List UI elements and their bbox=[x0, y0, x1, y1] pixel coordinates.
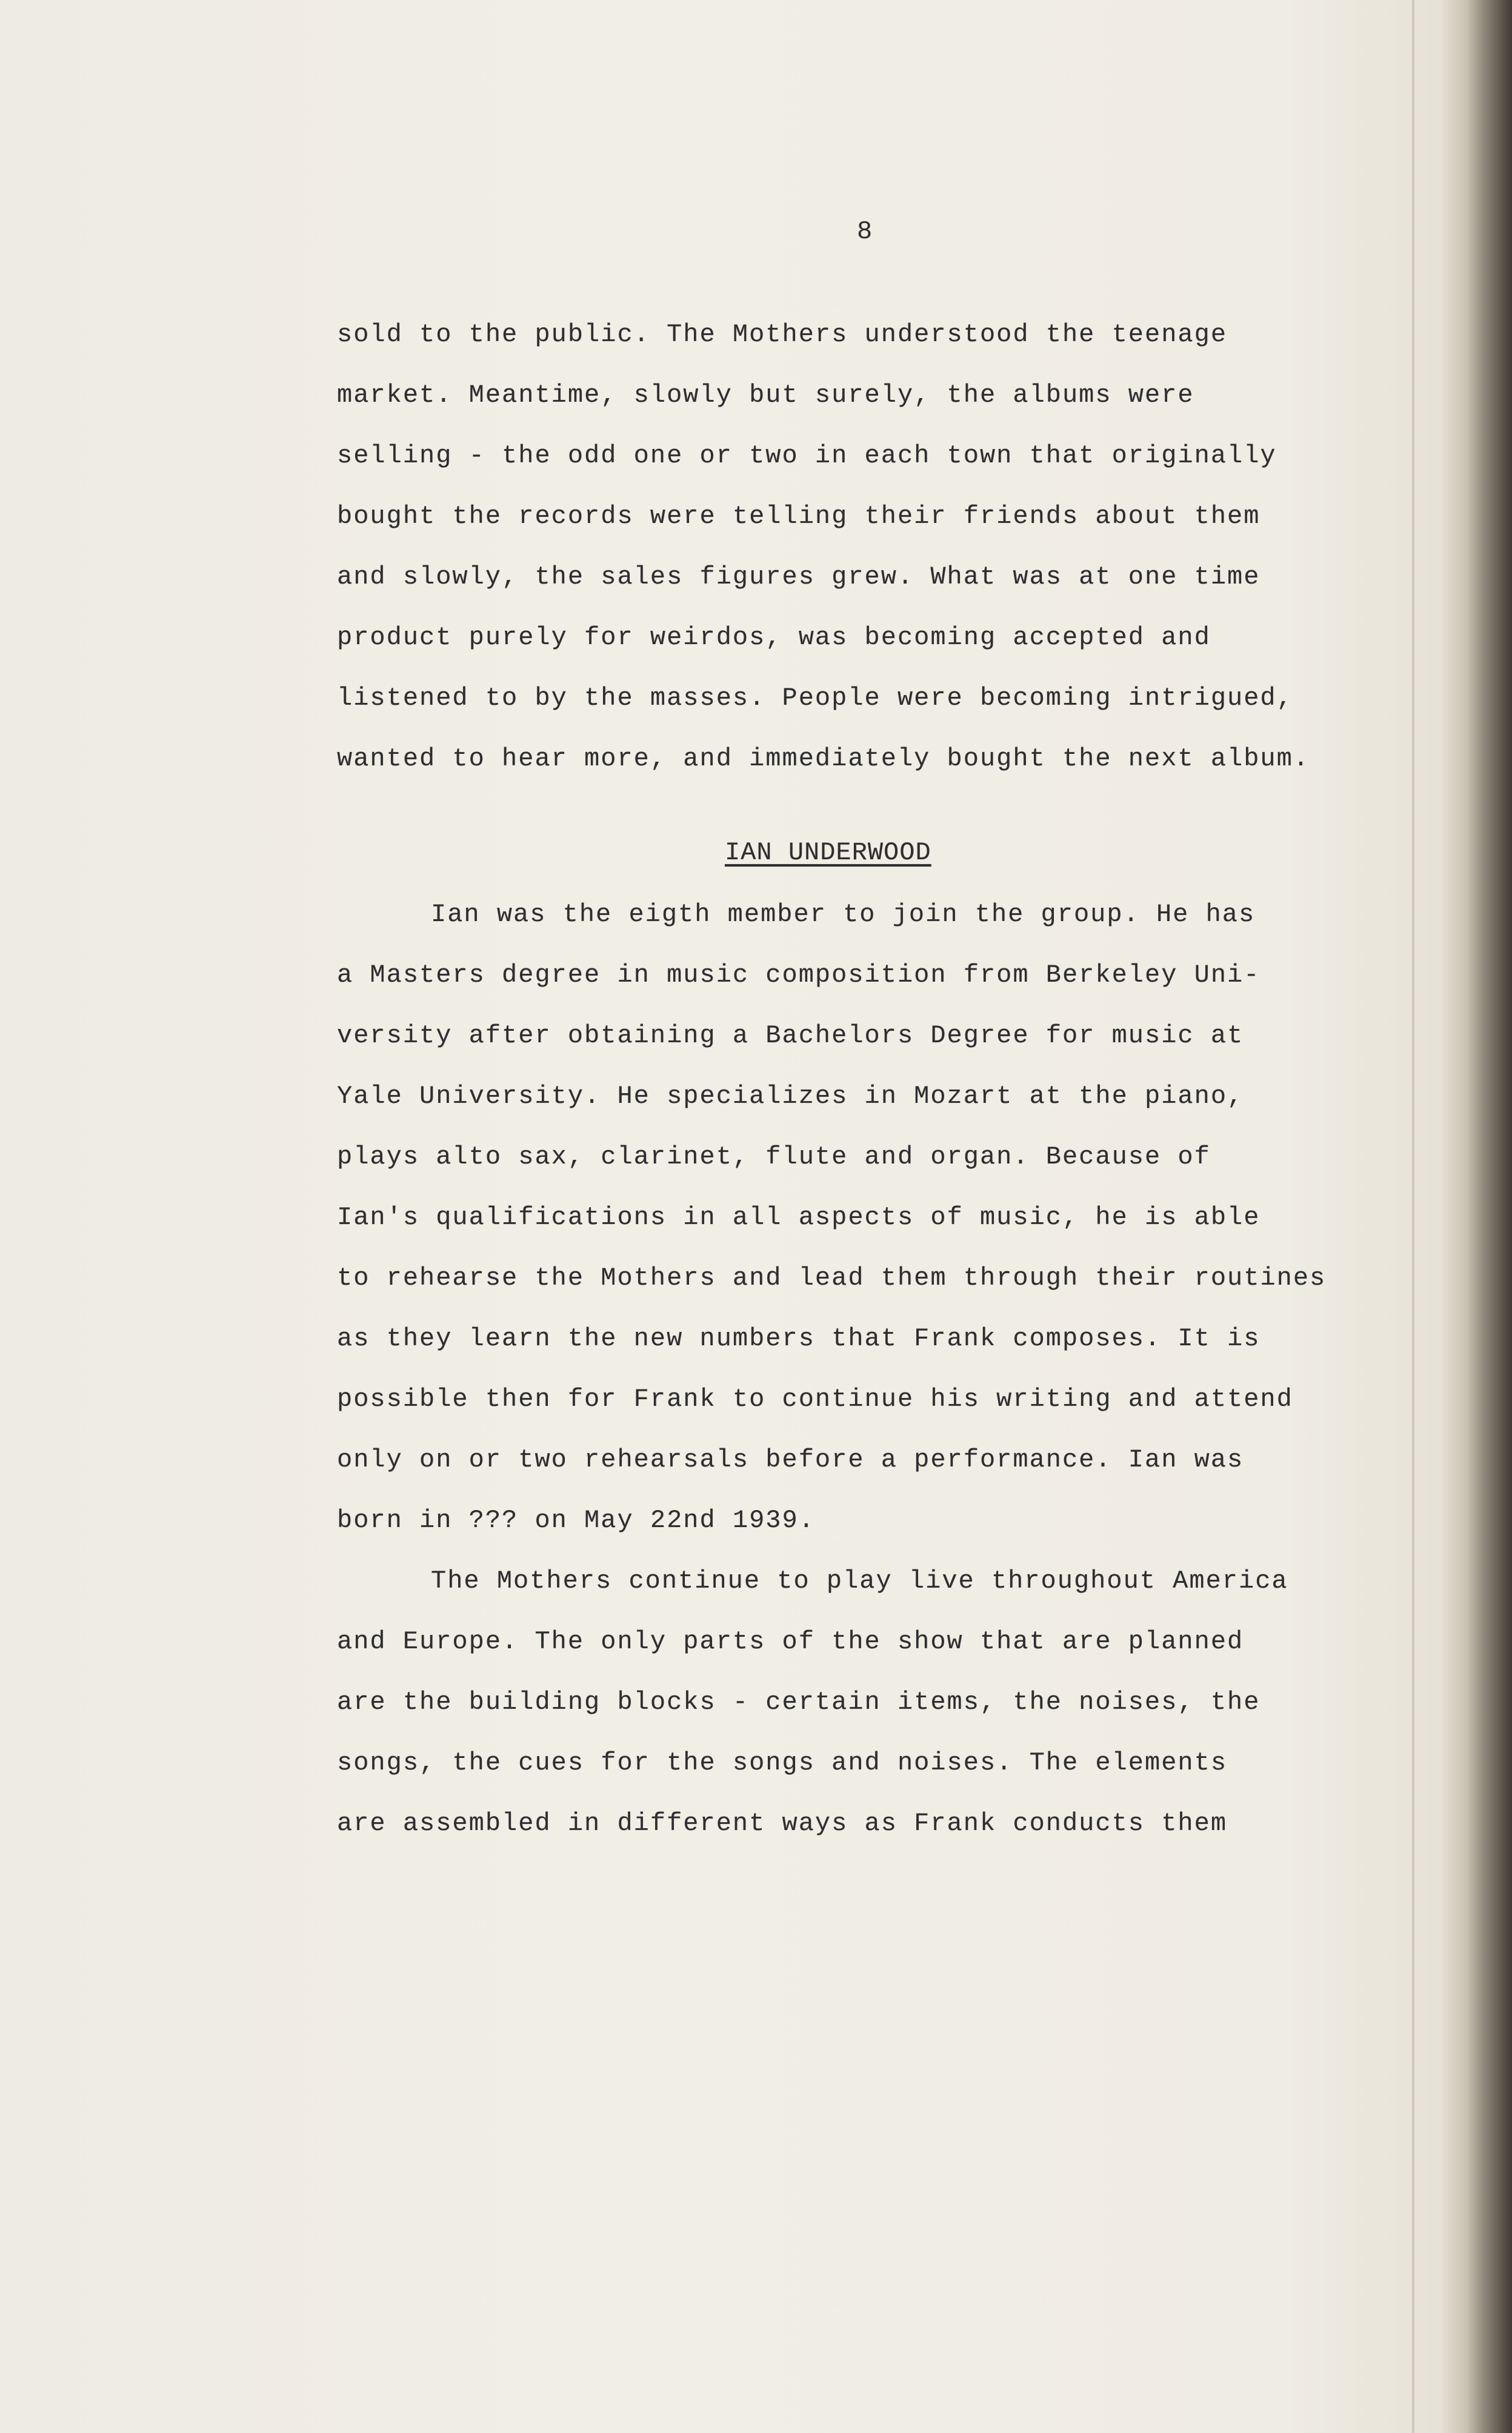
text-line: The Mothers continue to play live throughout America bbox=[431, 1566, 1288, 1596]
text-line: listened to by the masses. People were becoming intrigued, bbox=[337, 684, 1293, 713]
text-line: only on or two rehearsals before a performance. Ian was bbox=[337, 1445, 1244, 1474]
text-line: sold to the public. The Mothers understood the teenage bbox=[337, 320, 1228, 349]
text-line: product purely for weirdos, was becoming accepted and bbox=[337, 623, 1211, 652]
text-line: as they learn the new numbers that Frank composes. It is bbox=[337, 1324, 1261, 1353]
text-line: and Europe. The only parts of the show that are planned bbox=[337, 1627, 1244, 1656]
page-number: 8 bbox=[857, 217, 874, 246]
text-line: songs, the cues for the songs and noises. The elements bbox=[337, 1748, 1228, 1777]
text-line: to rehearse the Mothers and lead them through their routines bbox=[337, 1263, 1327, 1293]
text-line: Ian's qualifications in all aspects of music, he is able bbox=[337, 1203, 1261, 1232]
text-line: Ian was the eigth member to join the group. He has bbox=[431, 900, 1256, 929]
text-line: market. Meantime, slowly but surely, the albums were bbox=[337, 381, 1194, 410]
text-line: possible then for Frank to continue his writing and attend bbox=[337, 1385, 1293, 1414]
binding-edge bbox=[1442, 0, 1512, 2433]
text-line: plays alto sax, clarinet, flute and organ. Because of bbox=[337, 1142, 1211, 1171]
text-line: are the building blocks - certain items, the noises, the bbox=[337, 1688, 1261, 1717]
show-through-shadow bbox=[182, 267, 1333, 279]
text-line: a Masters degree in music composition from Berkeley Uni- bbox=[337, 960, 1261, 990]
text-line: bought the records were telling their friends about them bbox=[337, 502, 1261, 531]
page-edge bbox=[1412, 0, 1414, 2433]
text-line: and slowly, the sales figures grew. What was at one time bbox=[337, 562, 1261, 591]
text-line: wanted to hear more, and immediately bought the next album. bbox=[337, 744, 1310, 773]
text-line: Yale University. He specializes in Mozart at the piano, bbox=[337, 1082, 1244, 1111]
text-line: born in ??? on May 22nd 1939. bbox=[337, 1506, 815, 1535]
section-heading: IAN UNDERWOOD bbox=[725, 838, 931, 867]
text-line: selling - the odd one or two in each town that originally bbox=[337, 441, 1277, 470]
text-line: versity after obtaining a Bachelors Degree for music at bbox=[337, 1021, 1244, 1050]
text-line: are assembled in different ways as Frank conducts them bbox=[337, 1809, 1228, 1838]
